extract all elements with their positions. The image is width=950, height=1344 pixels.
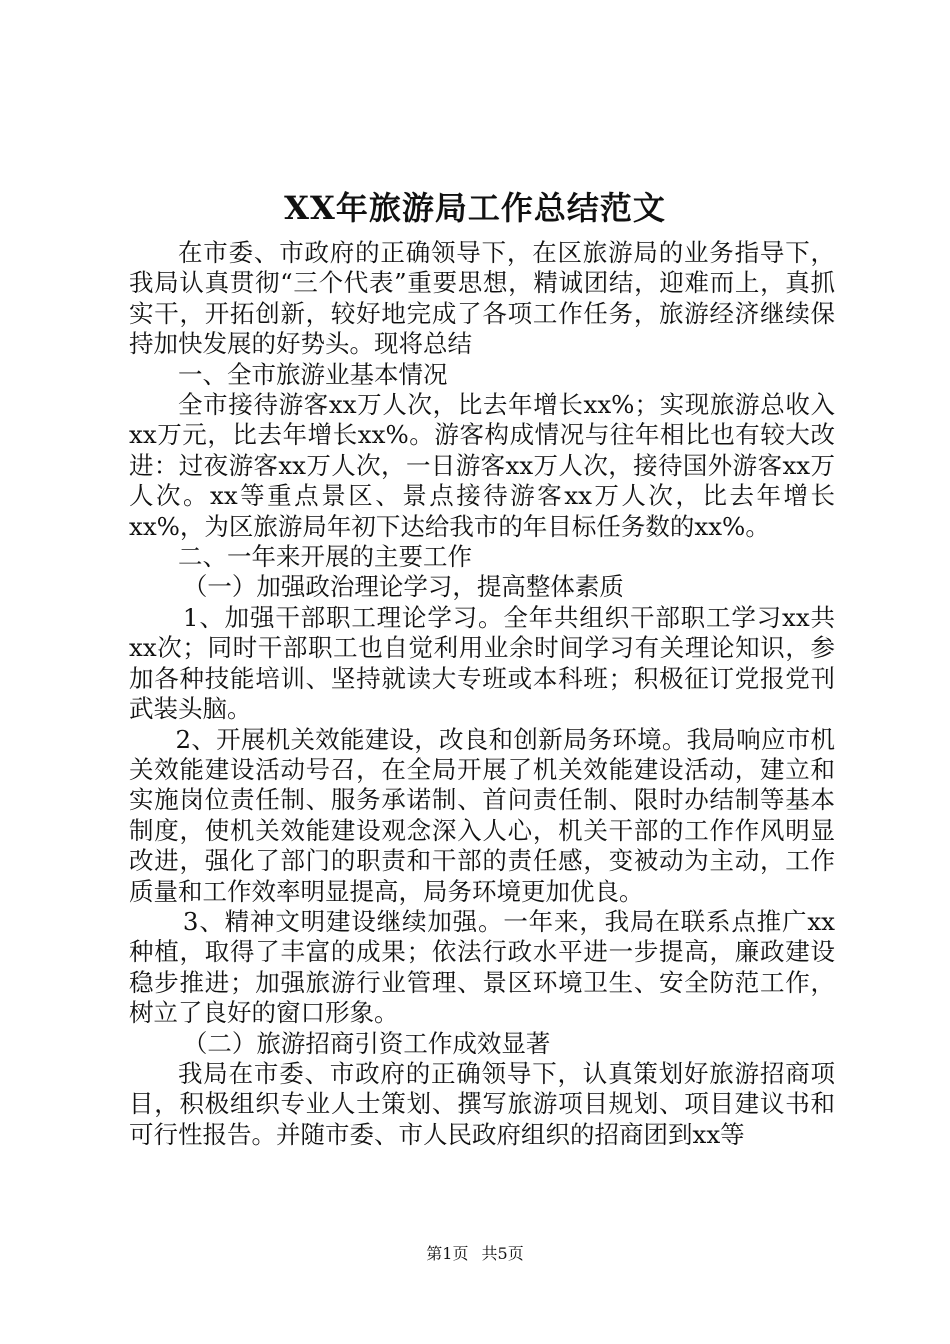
subsection-heading-1: （一）加强政治理论学习，提高整体素质 bbox=[182, 572, 624, 602]
page-number: 第1页 bbox=[426, 1244, 469, 1263]
paragraph-item-2: 2、开展机关效能建设，改良和创新局务环境。我局响应市机关效能建设活动号召，在全局开展了机关效能建设活动，建立和实施岗位责任制、服务承诺制、首问责任制、限时办结制等基本制度，使机关效能建设观念深入人心，机关干部的工作作风明显改进，强化了部门的职责和干部的责任感，变被动为主动，工作质量和工作效率明显提高，局务环境更加优良。 bbox=[129, 724, 835, 906]
paragraph-investment: 我局在市委、市政府的正确领导下，认真策划好旅游招商项目，积极组织专业人士策划、撰写旅游项目规划、项目建议书和可行性报告。并随市委、市人民政府组织的招商团到xx等 bbox=[129, 1058, 835, 1149]
page-total: 共5页 bbox=[481, 1244, 524, 1263]
paragraph-basic-situation: 全市接待游客xx万人次，比去年增长xx%；实现旅游总收入xx万元，比去年增长xx%。游客构成情况与往年相比也有较大改进：过夜游客xx万人次，一日游客xx万人次，接待国外游客xx万人次。xx等重点景区、景点接待游客xx万人次，比去年增长xx%，为区旅游局年初下达给我市的年目标任务数的xx%。 bbox=[129, 390, 835, 541]
paragraph-item-1: 1、加强干部职工理论学习。全年共组织干部职工学习xx共xx次；同时干部职工也自觉利用业余时间学习有关理论知识，参加各种技能培训、坚持就读大专班或本科班；积极征订党报党刊武装头脑。 bbox=[129, 602, 835, 724]
document-body bbox=[129, 238, 835, 1150]
section-heading-2: 二、一年来开展的主要工作 bbox=[178, 542, 472, 572]
paragraph-intro: 在市委、市政府的正确领导下，在区旅游局的业务指导下，我局认真贯彻“三个代表”重要思想，精诚团结，迎难而上，真抓实干，开拓创新，较好地完成了各项工作任务，旅游经济继续保持加快发展的好势头。现将总结 bbox=[129, 238, 835, 359]
document-title: XX年旅游局工作总结范文 bbox=[284, 189, 666, 227]
paragraph-item-3: 3、精神文明建设继续加强。一年来，我局在联系点推广xx种植，取得了丰富的成果；依法行政水平进一步提高，廉政建设稳步推进；加强旅游行业管理、景区环境卫生、安全防范工作，树立了良好的窗口形象。 bbox=[129, 906, 835, 1028]
page-footer bbox=[0, 1244, 950, 1264]
subsection-heading-2: （二）旅游招商引资工作成效显著 bbox=[182, 1028, 551, 1058]
section-heading-1: 一、全市旅游业基本情况 bbox=[178, 359, 448, 389]
